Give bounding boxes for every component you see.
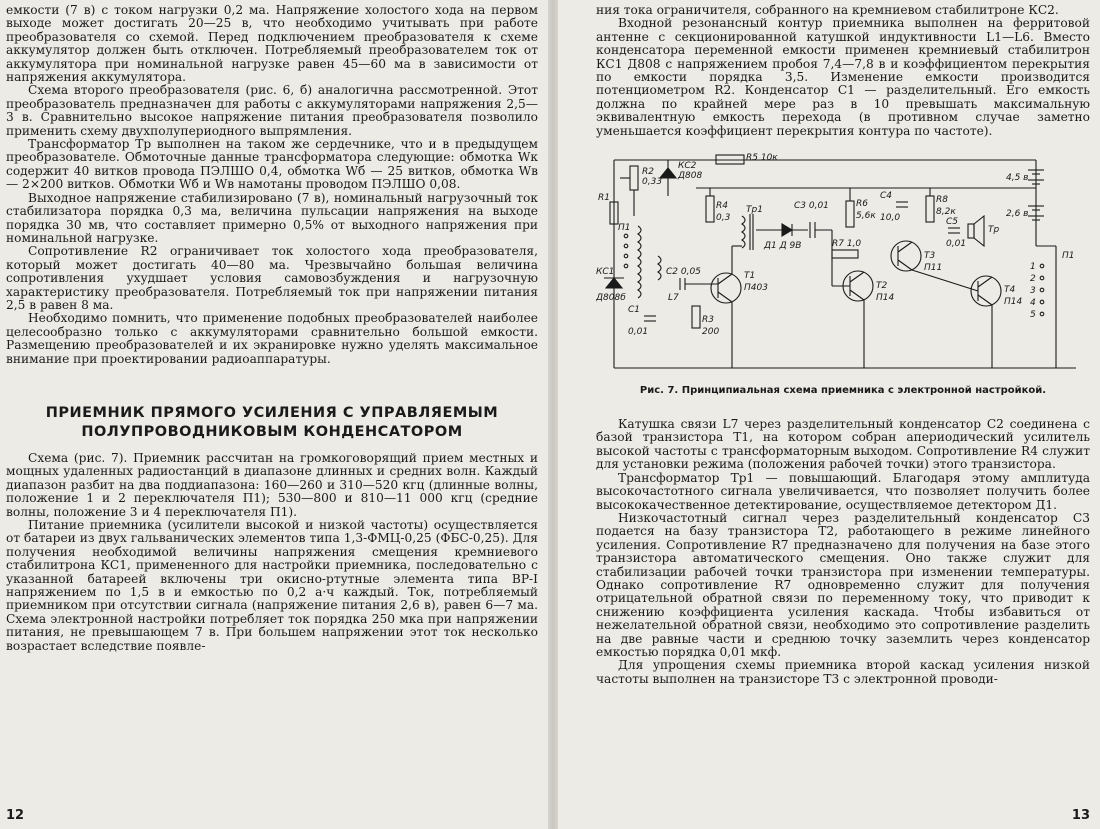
- right-paragraph-3: Катушка связи L7 через разделительный конденсатор С2 соединена с базой транзистора Т1, на котором собран апериодический усилитель высокой частоты с трансформаторным выходом. Сопротивление R4 служит для установки режима (положения рабочей точки) этого транзистора.: [596, 417, 1090, 472]
- lbl-r1: R1: [598, 193, 610, 204]
- lbl-n2: 2: [1030, 274, 1036, 285]
- lbl-b2: 2,6 в: [1006, 209, 1029, 220]
- r4-resistor: [706, 196, 714, 222]
- lbl-c2: С2 0,05: [666, 267, 701, 278]
- r2-resistor: [630, 166, 638, 190]
- lbl-c5: С5: [946, 217, 959, 228]
- lbl-d1: Д1 Д 9В: [764, 241, 802, 252]
- lbl-n1: 1: [1030, 262, 1036, 273]
- left-paragraph-2: Схема второго преобразователя (рис. 6, б) аналогична рассмотренной. Этот преобразователь предназначен для работы с аккумуляторами напряжения 2,5—3 в. Сравнительно высокое напряжение питания преобразователя позволило применить схему двухполупериодного выпрямления.: [6, 83, 538, 138]
- lbl-c4v: 10,0: [880, 213, 901, 224]
- tp1-transformer: [742, 216, 745, 248]
- page-number-right: 13: [1071, 808, 1090, 823]
- lbl-kc2: КС2: [678, 161, 697, 172]
- lbl-kc1: КС1: [596, 267, 615, 278]
- lbl-n5: 5: [1030, 310, 1036, 321]
- left-paragraph-5: Сопротивление R2 ограничивает ток холостого хода преобразователя, который может достигать 40—80 ма. Чрезвычайно большая величина сопротивления ухудшает условия самовозбуждения и нагрузочную характеристику преобразователя. Потребляемый ток при напряжении питания 2,5 в равен 8 ма.: [6, 244, 538, 312]
- lbl-r3v: 200: [702, 327, 720, 338]
- kc1-zener: [606, 278, 622, 288]
- lbl-b1: 4,5 в: [1006, 173, 1029, 184]
- lbl-tp1: Тр1: [746, 205, 763, 216]
- figure-caption: Рис. 7. Принципиальная схема приемника с электронной настройкой.: [639, 385, 1047, 397]
- speaker-icon: [968, 224, 974, 238]
- lbl-t4: Т4: [1004, 285, 1016, 296]
- lbl-c4: С4: [880, 191, 893, 202]
- right-paragraph-2: Входной резонансный контур приемника выполнен на ферритовой антенне с секционированной катушкой индуктивности L1—L6. Вместо конденсатора переменной емкости применен кремниевый стабилитрон КС1 Д808 с напряжением пробоя 7,4—7,8 в и коэффициентом перекрытия по емкости порядка 3,5. Изменение емкости производится потенциометром R2. Конденсатор С1 — разделительный. Его емкость должна по крайней мере раз в 10 превышать максимальную эквивалентную емкость перехода (в противном случае заметно уменьшается коэффициент перекрытия контура по частоте).: [596, 16, 1090, 138]
- lbl-kc2v: Д808: [678, 171, 703, 182]
- left-paragraph-7: Схема (рис. 7). Приемник рассчитан на громкоговорящий прием местных и мощных удаленных радиостанций в диапазоне длинных и средних волн. Каждый диапазон разбит на два поддиапазона: 160—260 и 310—520 кгц (длинные волны, положение 1 и 2 переключателя П1); 530—800 и 810—11 000 кгц (средние волны, положение 3 и 4 переключателя П1).: [6, 450, 538, 519]
- lbl-tp2: Тр: [988, 225, 1000, 236]
- t4-transistor: [971, 276, 1001, 306]
- lbl-r4v: 0,3: [716, 213, 731, 224]
- lbl-c1v: 0,01: [628, 327, 649, 338]
- lbl-p1: П1: [618, 223, 631, 234]
- r3-resistor: [692, 306, 700, 328]
- book-gutter: [548, 0, 558, 829]
- lbl-r4: R4: [716, 201, 728, 212]
- lbl-c5v: 0,01: [946, 239, 967, 250]
- t3-transistor: [891, 241, 921, 271]
- lbl-r6v: 5,6к: [856, 211, 876, 222]
- right-page: [558, 0, 1100, 829]
- lbl-t3: Т3: [924, 251, 936, 262]
- lbl-c3: С3 0,01: [794, 201, 829, 212]
- lbl-p1r: П1: [1062, 251, 1075, 262]
- right-paragraph-top: ния тока ограничителя, собранного на кремниевом стабилитроне КС2.: [596, 3, 1059, 17]
- left-paragraph-1: емкости (7 в) с током нагрузки 0,2 ма. Напряжение холостого хода на первом выходе может достигать 20—25 в, что необходимо учитывать при работе преобразователя со схемой. Перед подключением преобразователя к схеме аккумулятор должен быть отключен. Потребляемый преобразователем ток от аккумулятора при номинальной нагрузке равен 45—60 ма в зависимости от напряжения аккумулятора.: [6, 3, 538, 85]
- lbl-r6: R6: [856, 199, 868, 210]
- section-heading: ПРИЕМНИК ПРЯМОГО УСИЛЕНИЯ С УПРАВЛЯЕМЫМ ПОЛУПРОВОДНИКОВЫМ КОНДЕНСАТОРОМ: [45, 404, 499, 440]
- lbl-n4: 4: [1030, 298, 1036, 309]
- circuit-figure: [596, 146, 1086, 381]
- lbl-t2: Т2: [876, 281, 888, 292]
- l7-coil: [658, 256, 661, 280]
- lbl-t4v: П14: [1004, 297, 1023, 308]
- right-paragraph-4: Трансформатор Тр1 — повышающий. Благодаря этому амплитуда высокочастотного сигнала увеличивается, что позволяет получить более высококачественное детектирование, осуществляемое детектором Д1.: [596, 470, 1090, 512]
- lbl-t1: Т1: [744, 271, 756, 282]
- lbl-r2: R2: [642, 167, 654, 178]
- r8-resistor: [926, 196, 934, 222]
- antenna-coil: [638, 226, 641, 298]
- left-paragraph-4: Выходное напряжение стабилизировано (7 в), номинальный нагрузочный ток стабилизатора порядка 0,3 ма, величина пульсации напряжения на выходе порядка 30 мв, что составляет примерно 0,5% от выходного напряжения при номинальной нагрузке.: [6, 190, 538, 245]
- lbl-kc1v: Д808б: [596, 293, 626, 304]
- left-paragraph-8: Питание приемника (усилители высокой и низкой частоты) осуществляется от батареи из двух гальванических элементов типа 1,3-ФМЦ-0,25 (ФБС-0,25). Для получения необходимой величины напряжения смещения кремниевого стабилитрона КС1, примененного для настройки приемника, последовательно с указанной батареей включены три окисно-ртутные элемента типа ВР-I напряжением по 1,5 в и емкостью по 0,2 а·ч каждый. Ток, потребляемый приемником при отсутствии сигнала (напряжение питания 2,6 в), равен 6—7 ма. Схема электронной настройки потребляет ток порядка 250 мка при напряжении питания, не превышающем 7 в. При большем напряжении этот ток несколько возрастает вследствие появле-: [6, 518, 538, 653]
- lbl-r7: R7 1,0: [832, 239, 862, 250]
- left-page: [0, 0, 548, 829]
- lbl-t1v: П403: [744, 283, 768, 294]
- left-paragraph-3: Трансформатор Тр выполнен на таком же сердечнике, что и в предыдущем преобразователе. Обмоточные данные трансформатора следующие: обмотка Wк содержит 40 витков провода ПЭЛШО 0,4, обмотка Wб — 25 витков, обмотка Wв — 2×200 витков. Обмотки Wб и Wв намотаны проводом ПЭЛШО 0,08.: [6, 137, 538, 192]
- lbl-r2v: 0,33: [642, 177, 663, 188]
- lbl-r3: R3: [702, 315, 714, 326]
- lbl-c1: С1: [628, 305, 641, 316]
- lbl-l7: L7: [668, 293, 679, 304]
- lbl-t2v: П14: [876, 293, 895, 304]
- lbl-n3: 3: [1030, 286, 1036, 297]
- r6-resistor: [846, 201, 854, 227]
- circuit-diagram: [596, 146, 1086, 381]
- r7-resistor: [832, 250, 858, 258]
- page-number-left: 12: [6, 808, 25, 823]
- right-paragraph-6: Для упрощения схемы приемника второй каскад усиления низкой частоты выполнен на транзисторе Т3 с электронной проводи-: [596, 658, 1090, 686]
- t1-transistor: [711, 273, 741, 303]
- lbl-r5: R5 10к: [746, 153, 778, 164]
- lbl-r8: R8: [936, 195, 948, 206]
- lbl-t3v: П11: [924, 263, 943, 274]
- lbl-r8v: 8,2к: [936, 207, 956, 218]
- left-paragraph-6: Необходимо помнить, что применение подобных преобразователей наиболее целесообразно только с аккумуляторами сравнительно большой емкости. Размещению преобразователей и их экранировке нужно уделять максимальное внимание при проектировании радиоаппаратуры.: [6, 311, 538, 366]
- right-paragraph-5: Низкочастотный сигнал через разделительный конденсатор С3 подается на базу транзистора Т2, работающего в режиме линейного усиления. Сопротивление R7 предназначено для получения на базе этого транзистора автоматического смещения. Оно также служит для стабилизации рабочей точки транзистора при изменении температуры. Однако сопротивление R7 одновременно служит для получения отрицательной обратной связи по переменному току, что приводит к снижению коэффициента усиления каскада. Чтобы избавиться от нежелательной обратной связи, необходимо это сопротивление разделить на две равные части и среднюю точку заземлить через конденсатор емкостью порядка 0,01 мкф.: [596, 510, 1090, 659]
